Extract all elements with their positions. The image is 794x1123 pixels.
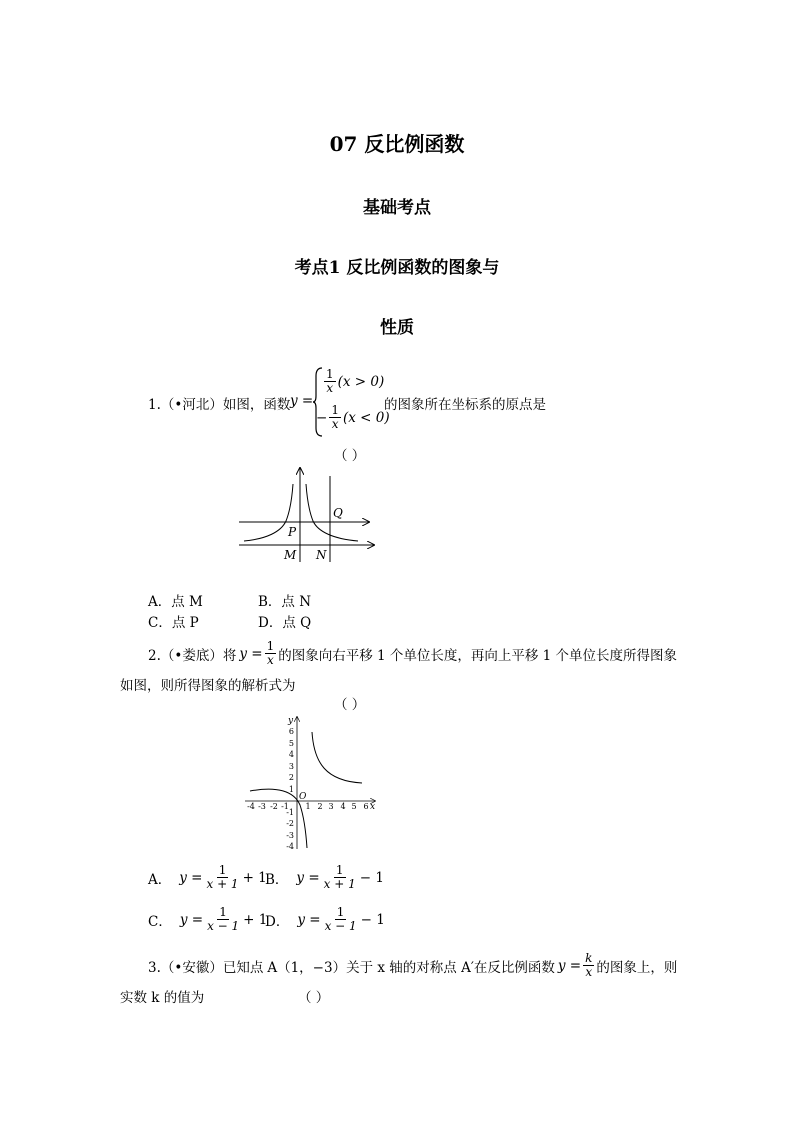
q1-right-branch — [306, 484, 358, 541]
q1-option-d: D．点 Q — [258, 615, 312, 631]
q2-suffix: 的图象向右平移 1 个单位长度，再向上平移 1 个单位长度所得图象 — [278, 647, 678, 664]
q2-xtick: -3 — [258, 802, 266, 811]
q3-fraction — [583, 952, 594, 979]
q1-case1-num: 1 — [326, 367, 334, 381]
q1-case2-den: x — [331, 417, 339, 431]
q1-label-p: P — [288, 525, 297, 539]
q2-option-d-den: x − 1 — [324, 919, 357, 933]
q2-xtick: -4 — [247, 802, 255, 811]
q3-mid: A（1，−3）关于 x 轴的对称点 A′在反比例函数 — [267, 959, 555, 976]
q1-prefix: 1.（•河北）如图，函数 — [148, 397, 291, 413]
q2-xtick: 3 — [328, 802, 334, 811]
q2-option-c-y: y = — [179, 911, 204, 928]
topic-heading-line2: 性质 — [380, 318, 414, 338]
q2-option-b-tail: − 1 — [359, 869, 384, 886]
q2-x-ticks — [247, 802, 368, 811]
q2-ytick: -4 — [286, 842, 294, 851]
q2-option-d-fraction — [323, 906, 359, 933]
q1-case2-num: 1 — [331, 403, 339, 417]
q2-option-d-label: D． — [265, 913, 290, 930]
q2-ytick: -3 — [286, 831, 294, 840]
q1-left-branch — [244, 484, 293, 541]
q2-option-b-y: y = — [296, 869, 320, 886]
q1-y-eq: y = — [290, 393, 314, 409]
q2-option-a-num: 1 — [218, 863, 227, 877]
q3-num: k — [585, 951, 593, 965]
q2-answer-paren: （ ） — [334, 697, 366, 713]
q2-option-b-fraction — [322, 864, 358, 891]
q2-figure — [242, 713, 382, 853]
q2-y-axis-label: y — [288, 716, 294, 726]
q1-option-b: B．点 N — [258, 594, 312, 610]
q2-option-a-fraction — [204, 864, 240, 891]
q1-label-n: N — [316, 548, 327, 562]
q2-line2: 如图，则所得图象的解析式为 — [120, 678, 296, 694]
q2-option-d-num: 1 — [336, 905, 345, 919]
q1-label-m: M — [284, 548, 297, 562]
q3-answer-paren: （ ） — [298, 990, 330, 1006]
q2-xtick: 1 — [305, 802, 311, 811]
q3-prefix: 3.（•安徽）已知点 — [148, 959, 264, 976]
q2-xtick: -1 — [281, 802, 289, 811]
q3-line2: 实数 k 的值为 — [120, 990, 205, 1006]
q3-den: x — [585, 965, 593, 979]
page-title: 07 反比例函数 — [329, 132, 465, 156]
q2-option-c-num: 1 — [219, 905, 227, 919]
q1-label-q: Q — [333, 506, 343, 520]
q2-ytick: -1 — [286, 808, 294, 817]
q2-ytick: 3 — [288, 762, 294, 771]
q2-option-c-fraction — [205, 906, 241, 933]
q2-y-ticks — [286, 727, 294, 851]
q1-option-a: A．点 M — [148, 594, 203, 610]
q1-figure — [236, 466, 381, 566]
q1-answer-paren: （ ） — [334, 448, 366, 464]
q3-y-eq: y = — [557, 957, 582, 974]
q2-option-b-den: x + 1 — [323, 877, 356, 891]
q1-case2-cond: (x < 0) — [342, 409, 390, 426]
q2-ytick: 2 — [288, 773, 294, 782]
q1-case1-cond: (x > 0) — [337, 373, 385, 390]
q2-option-c-tail: + 1 — [243, 911, 268, 928]
q2-xtick: 4 — [340, 802, 346, 811]
q2-den: x — [267, 653, 274, 667]
q2-xtick: 6 — [363, 802, 369, 811]
q2-option-c-den: x − 1 — [207, 919, 240, 933]
q2-option-d-y: y = — [297, 911, 321, 928]
q2-x-axis-label: x — [370, 802, 376, 812]
q2-prefix: 2.（•娄底）将 — [148, 647, 237, 664]
q1-option-c: C．点 P — [148, 615, 199, 631]
q3-suffix: 的图象上，则 — [596, 959, 678, 976]
q1-case1-fraction — [324, 368, 336, 395]
q2-xtick: 5 — [351, 802, 357, 811]
q2-xtick: -2 — [270, 802, 278, 811]
section-heading: 基础考点 — [363, 198, 431, 218]
q2-option-a-tail: + 1 — [242, 869, 267, 886]
q2-option-a-label: A． — [148, 871, 172, 888]
q1-case2-fraction — [329, 404, 341, 431]
q1-case1-den: x — [326, 381, 334, 395]
q2-option-b-label: B． — [265, 871, 289, 888]
q2-ytick: 6 — [288, 727, 294, 736]
q2-ytick: 1 — [288, 785, 294, 794]
q2-right-branch — [312, 732, 362, 783]
q2-ytick: 5 — [288, 739, 294, 748]
topic-heading-line1: 考点1 反比例函数的图象与 — [294, 258, 500, 278]
q2-option-d-tail: − 1 — [360, 911, 385, 928]
q2-ytick: -2 — [286, 819, 294, 828]
q2-option-a-y: y = — [179, 869, 203, 886]
q2-num: 1 — [266, 639, 275, 653]
q2-fraction — [265, 640, 277, 667]
q1-case2-sign: − — [316, 409, 328, 426]
q1-suffix: 的图象所在坐标系的原点是 — [384, 397, 546, 413]
q2-option-a-den: x + 1 — [206, 877, 239, 891]
q2-xtick: 2 — [317, 802, 323, 811]
q2-origin-label: O — [299, 792, 307, 802]
q2-y-eq: y = — [239, 645, 263, 662]
q2-ytick: 4 — [288, 750, 294, 759]
q2-option-b-num: 1 — [335, 863, 344, 877]
q2-option-c-label: C． — [148, 913, 172, 930]
